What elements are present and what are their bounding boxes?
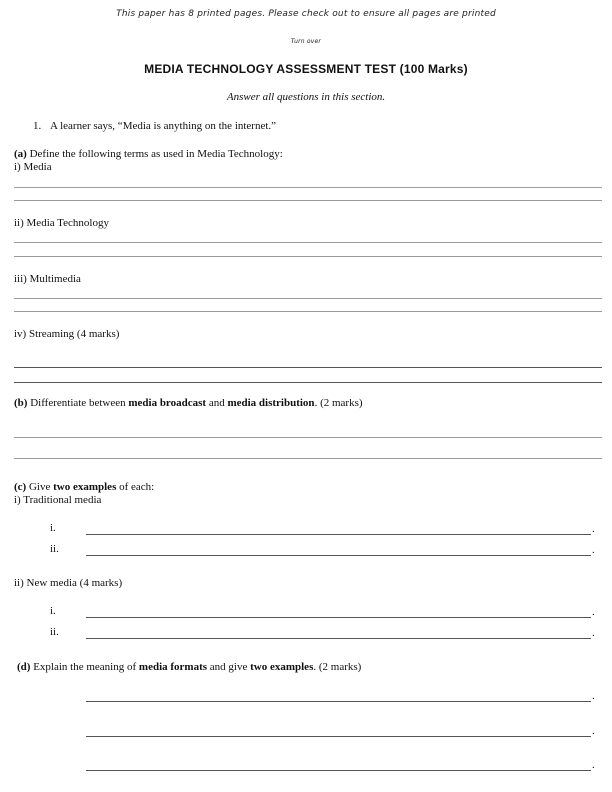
part-d-heading	[17, 661, 361, 673]
part-c-text: of each:	[116, 481, 155, 493]
line-end-dot: .	[592, 759, 595, 771]
part-d-marks: . (2 marks)	[313, 661, 362, 673]
instruction: Answer all questions in this section.	[226, 91, 386, 103]
part-c-label: (c)	[14, 481, 27, 493]
keyword-media-distribution: media distribution	[227, 397, 315, 409]
keyword-media-broadcast: media broadcast	[128, 397, 207, 409]
roman-numeral: i.	[50, 522, 56, 534]
answer-line[interactable]	[86, 701, 591, 702]
keyword-two-examples: two examples	[53, 481, 117, 493]
term-streaming: iv) Streaming (4 marks)	[14, 328, 120, 340]
part-c-text: Give	[26, 481, 54, 493]
traditional-media-label: i) Traditional media	[14, 494, 102, 506]
answer-line[interactable]	[86, 617, 591, 618]
keyword-two-examples: two examples	[250, 661, 314, 673]
part-b-text: Differentiate between	[27, 397, 129, 409]
roman-numeral: i.	[50, 605, 56, 617]
answer-line[interactable]	[14, 242, 602, 243]
term-media-technology: ii) Media Technology	[14, 217, 109, 229]
answer-line[interactable]	[86, 638, 591, 639]
answer-line[interactable]	[14, 311, 602, 312]
part-b-heading	[14, 397, 363, 409]
test-title: MEDIA TECHNOLOGY ASSESSMENT TEST (100 Marks)	[144, 62, 468, 76]
answer-line[interactable]	[14, 200, 602, 201]
part-a-label: (a)	[14, 148, 27, 160]
part-a-text: Define the following terms as used in Media Technology:	[26, 148, 283, 160]
answer-line[interactable]	[14, 298, 602, 299]
answer-line[interactable]	[86, 534, 591, 535]
line-end-dot: .	[592, 606, 595, 618]
answer-line[interactable]	[86, 555, 591, 556]
part-a-heading	[14, 148, 283, 160]
part-d-text: and give	[207, 661, 251, 673]
answer-line[interactable]	[14, 187, 602, 188]
term-media: i) Media	[14, 161, 52, 173]
part-b-label: (b)	[14, 397, 28, 409]
answer-line[interactable]	[14, 256, 602, 257]
answer-line[interactable]	[14, 367, 602, 368]
term-multimedia: iii) Multimedia	[14, 273, 81, 285]
turn-over-note: Turn over	[290, 38, 322, 45]
answer-line[interactable]	[14, 382, 602, 383]
line-end-dot: .	[592, 725, 595, 737]
answer-line[interactable]	[14, 458, 602, 459]
page-count-note: This paper has 8 printed pages. Please check out to ensure all pages are printed	[116, 9, 496, 19]
answer-line[interactable]	[86, 770, 591, 771]
roman-numeral: ii.	[50, 626, 59, 638]
line-end-dot: .	[592, 690, 595, 702]
new-media-label: ii) New media (4 marks)	[14, 577, 123, 589]
line-end-dot: .	[592, 523, 595, 535]
part-b-marks: . (2 marks)	[314, 397, 363, 409]
part-d-label: (d)	[17, 661, 31, 673]
question-number: 1.	[33, 120, 42, 132]
answer-line[interactable]	[14, 437, 602, 438]
question-prompt: A learner says, “Media is anything on the internet.”	[50, 120, 277, 132]
roman-numeral: ii.	[50, 543, 59, 555]
part-c-heading	[14, 481, 154, 493]
keyword-media-formats: media formats	[138, 661, 208, 673]
part-d-text: Explain the meaning of	[30, 661, 139, 673]
line-end-dot: .	[592, 627, 595, 639]
line-end-dot: .	[592, 544, 595, 556]
part-b-text: and	[206, 397, 228, 409]
answer-line[interactable]	[86, 736, 591, 737]
